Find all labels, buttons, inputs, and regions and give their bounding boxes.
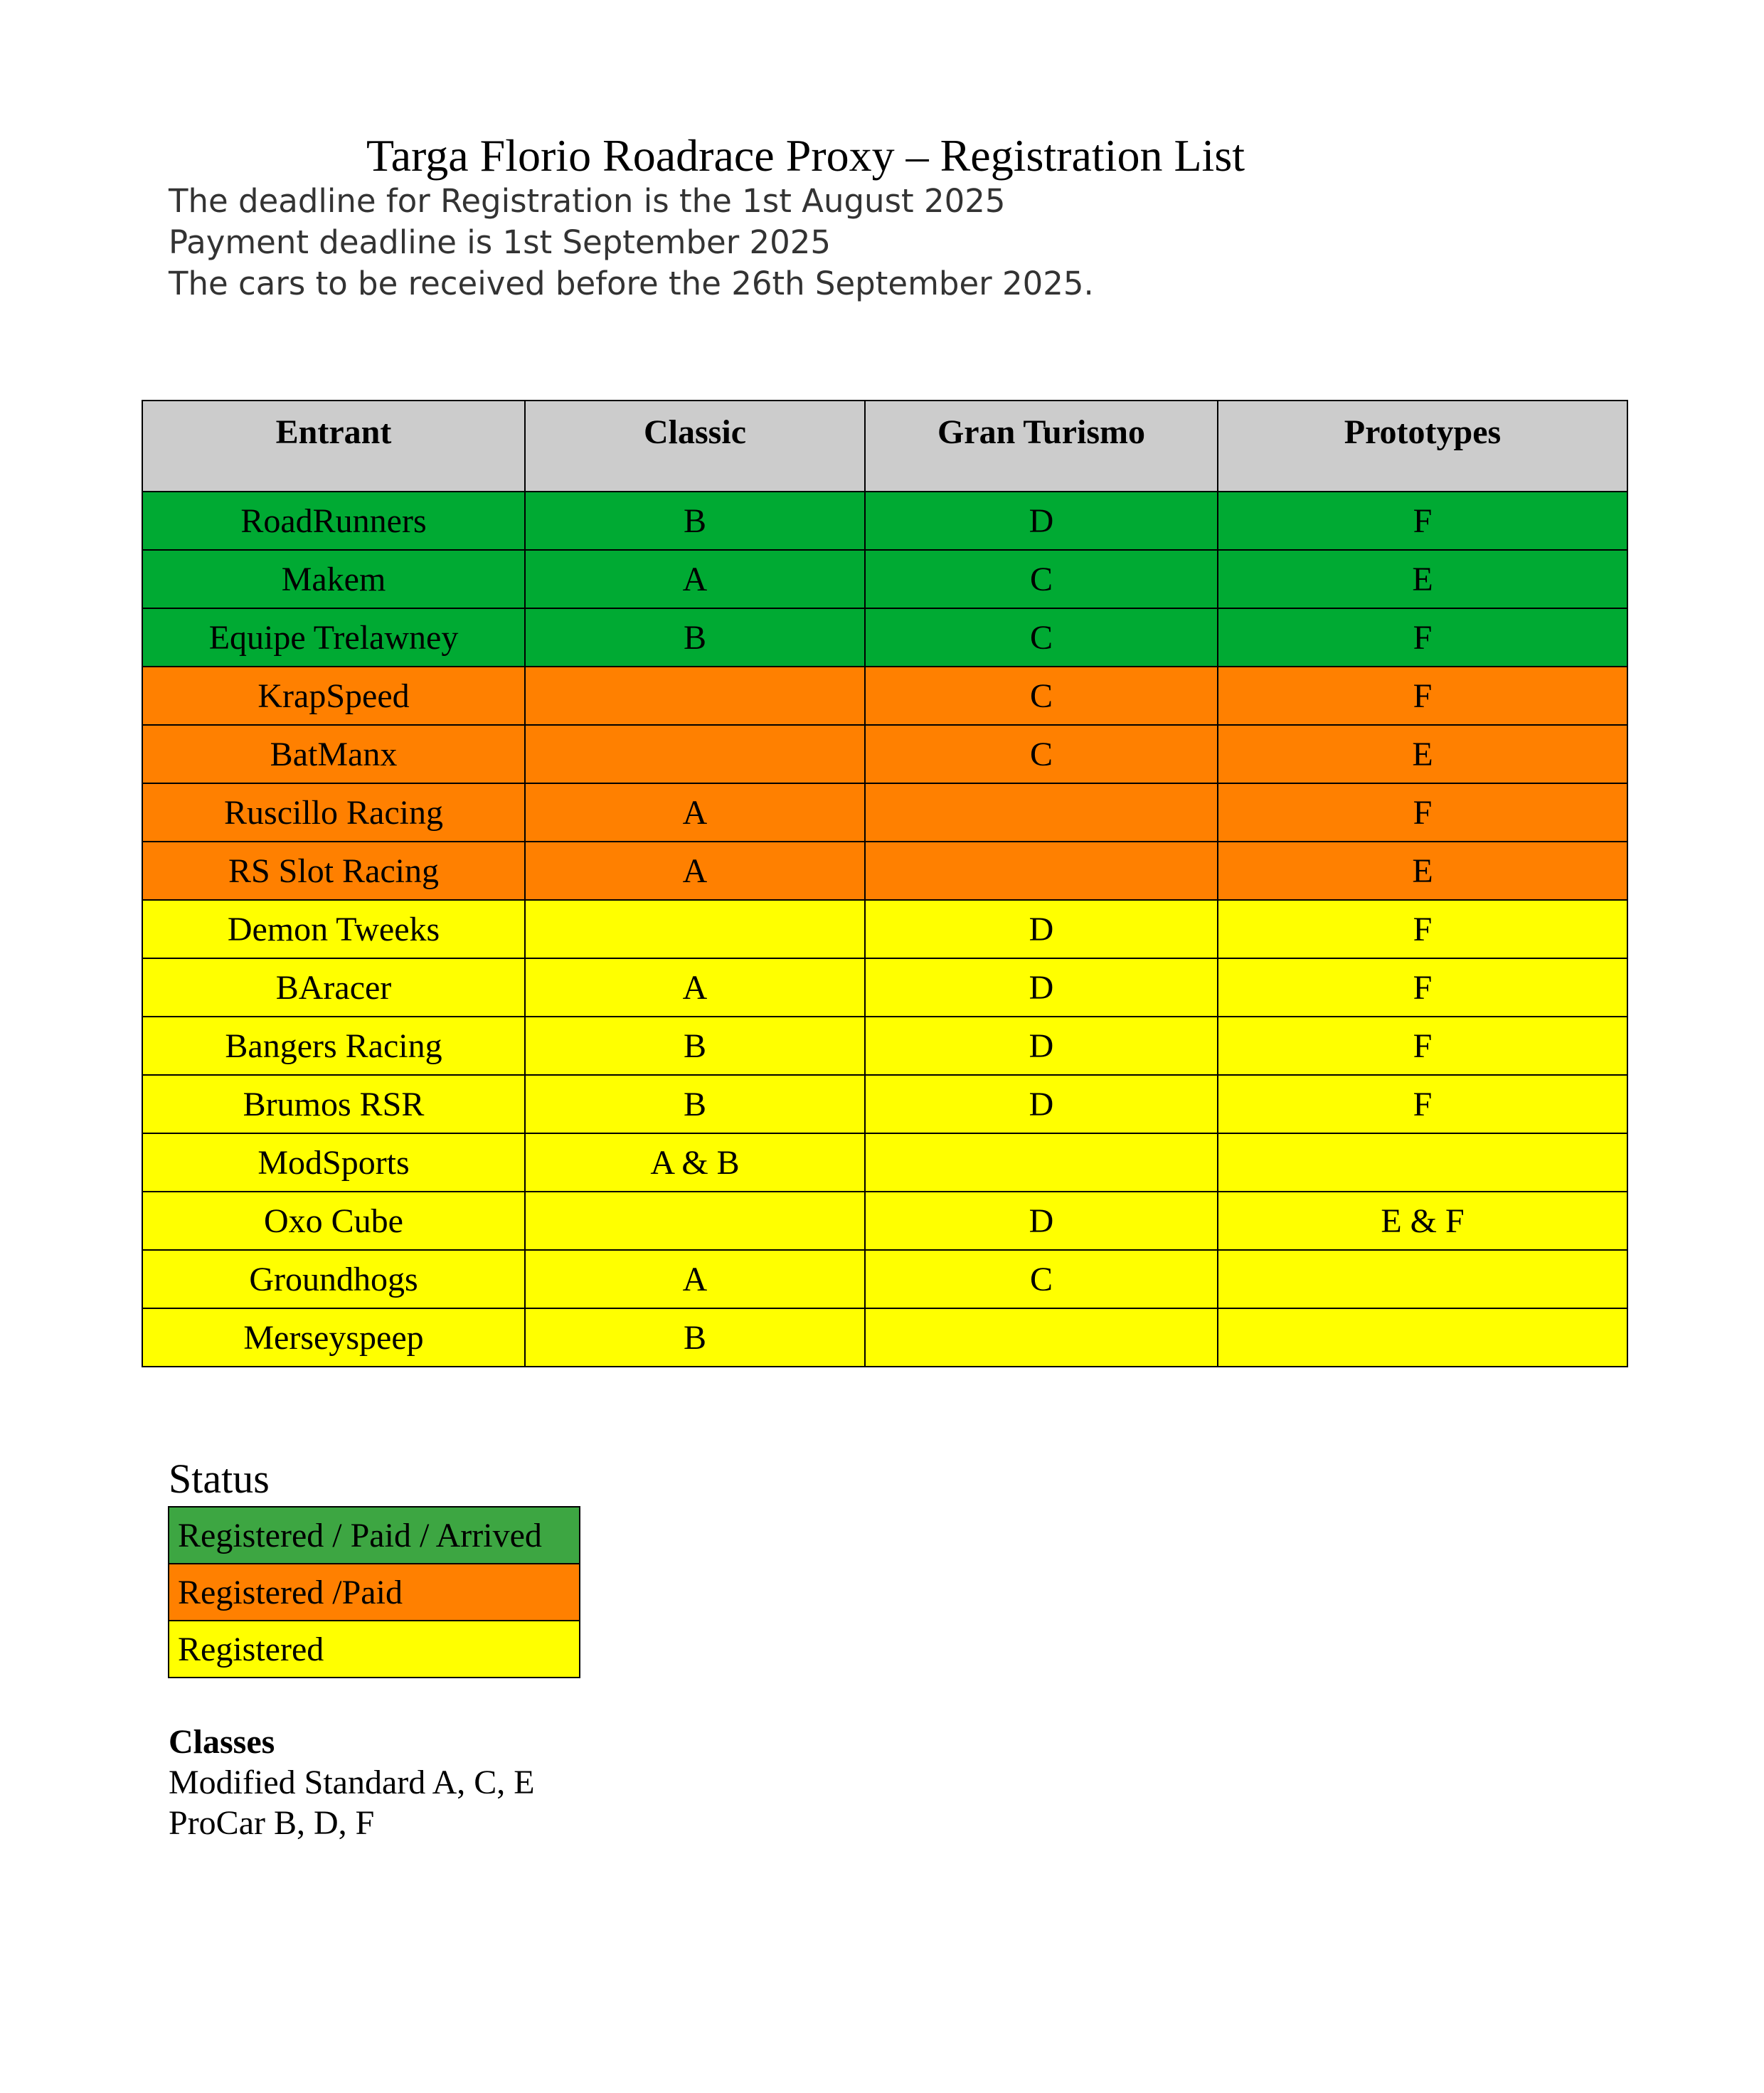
cell-gran-turismo	[865, 1133, 1218, 1192]
deadline-notes	[169, 181, 1094, 304]
registration-table	[142, 400, 1628, 1367]
cell-entrant: Demon Tweeks	[142, 900, 525, 958]
table-row	[142, 1133, 1627, 1192]
table-row	[142, 783, 1627, 842]
cell-classic: B	[525, 608, 865, 667]
cell-prototypes: F	[1218, 783, 1627, 842]
cell-prototypes: E	[1218, 725, 1627, 783]
cell-classic	[525, 725, 865, 783]
cell-classic	[525, 900, 865, 958]
legend-row	[169, 1621, 580, 1678]
cell-gran-turismo: C	[865, 1250, 1218, 1308]
cell-classic: B	[525, 1308, 865, 1367]
cell-entrant: Oxo Cube	[142, 1192, 525, 1250]
cell-gran-turismo: D	[865, 1075, 1218, 1133]
cell-gran-turismo: C	[865, 550, 1218, 608]
table-row	[142, 608, 1627, 667]
cell-gran-turismo: C	[865, 608, 1218, 667]
cell-gran-turismo: D	[865, 1192, 1218, 1250]
classes-heading: Classes	[169, 1723, 275, 1761]
cell-entrant: Makem	[142, 550, 525, 608]
cell-classic: A	[525, 550, 865, 608]
cell-entrant: BatManx	[142, 725, 525, 783]
table-header-row	[142, 401, 1627, 492]
page-title: Targa Florio Roadrace Proxy – Registration List	[366, 130, 1245, 181]
cell-classic: B	[525, 1075, 865, 1133]
legend-registered-paid-arrived: Registered / Paid / Arrived	[169, 1507, 580, 1564]
legend-registered-paid: Registered /Paid	[169, 1564, 580, 1621]
table-row	[142, 1075, 1627, 1133]
classes-line-procar: ProCar B, D, F	[169, 1804, 375, 1842]
cell-gran-turismo: D	[865, 492, 1218, 550]
cell-classic: A	[525, 783, 865, 842]
classes-section	[169, 1722, 535, 1843]
table-row	[142, 492, 1627, 550]
status-heading: Status	[169, 1456, 270, 1502]
table-row	[142, 1017, 1627, 1075]
cell-classic: A	[525, 958, 865, 1017]
status-legend	[168, 1506, 580, 1678]
cell-prototypes: E & F	[1218, 1192, 1627, 1250]
cell-entrant: Brumos RSR	[142, 1075, 525, 1133]
cell-prototypes: F	[1218, 608, 1627, 667]
legend-row	[169, 1564, 580, 1621]
cell-prototypes: E	[1218, 550, 1627, 608]
table-row	[142, 550, 1627, 608]
table-row	[142, 1192, 1627, 1250]
cell-prototypes: F	[1218, 1017, 1627, 1075]
cell-classic	[525, 667, 865, 725]
cell-prototypes	[1218, 1250, 1627, 1308]
cell-entrant: Ruscillo Racing	[142, 783, 525, 842]
table-row	[142, 842, 1627, 900]
cell-entrant: RS Slot Racing	[142, 842, 525, 900]
cell-classic	[525, 1192, 865, 1250]
header-gran-turismo: Gran Turismo	[865, 401, 1218, 492]
table-row	[142, 958, 1627, 1017]
table-row	[142, 1250, 1627, 1308]
table-row	[142, 725, 1627, 783]
cell-gran-turismo	[865, 783, 1218, 842]
cell-entrant: ModSports	[142, 1133, 525, 1192]
header-prototypes: Prototypes	[1218, 401, 1627, 492]
cell-classic: A	[525, 1250, 865, 1308]
table-row	[142, 900, 1627, 958]
cell-prototypes: F	[1218, 1075, 1627, 1133]
cell-entrant: Merseyspeep	[142, 1308, 525, 1367]
cell-prototypes: F	[1218, 667, 1627, 725]
cell-gran-turismo	[865, 1308, 1218, 1367]
header-entrant: Entrant	[142, 401, 525, 492]
header-classic: Classic	[525, 401, 865, 492]
cell-gran-turismo: D	[865, 958, 1218, 1017]
cell-entrant: Bangers Racing	[142, 1017, 525, 1075]
cell-gran-turismo: D	[865, 1017, 1218, 1075]
cell-classic: A	[525, 842, 865, 900]
legend-registered: Registered	[169, 1621, 580, 1678]
cell-classic: B	[525, 1017, 865, 1075]
cell-classic: A & B	[525, 1133, 865, 1192]
cell-prototypes: F	[1218, 492, 1627, 550]
cell-entrant: Groundhogs	[142, 1250, 525, 1308]
cell-prototypes: F	[1218, 900, 1627, 958]
cell-prototypes	[1218, 1308, 1627, 1367]
cell-entrant: BAracer	[142, 958, 525, 1017]
cell-gran-turismo	[865, 842, 1218, 900]
cell-gran-turismo: C	[865, 725, 1218, 783]
cell-prototypes: E	[1218, 842, 1627, 900]
table-row	[142, 667, 1627, 725]
cell-entrant: KrapSpeed	[142, 667, 525, 725]
legend-row	[169, 1507, 580, 1564]
cell-entrant: RoadRunners	[142, 492, 525, 550]
table-row	[142, 1308, 1627, 1367]
payment-deadline-note: Payment deadline is 1st September 2025	[169, 223, 831, 261]
cell-prototypes: F	[1218, 958, 1627, 1017]
cell-entrant: Equipe Trelawney	[142, 608, 525, 667]
registration-deadline-note: The deadline for Registration is the 1st August 2025	[169, 182, 1006, 220]
car-arrival-deadline-note: The cars to be received before the 26th September 2025.	[169, 265, 1094, 302]
table-body	[142, 492, 1627, 1367]
cell-prototypes	[1218, 1133, 1627, 1192]
cell-gran-turismo: D	[865, 900, 1218, 958]
classes-line-modified-standard: Modified Standard A, C, E	[169, 1764, 535, 1801]
cell-classic: B	[525, 492, 865, 550]
cell-gran-turismo: C	[865, 667, 1218, 725]
